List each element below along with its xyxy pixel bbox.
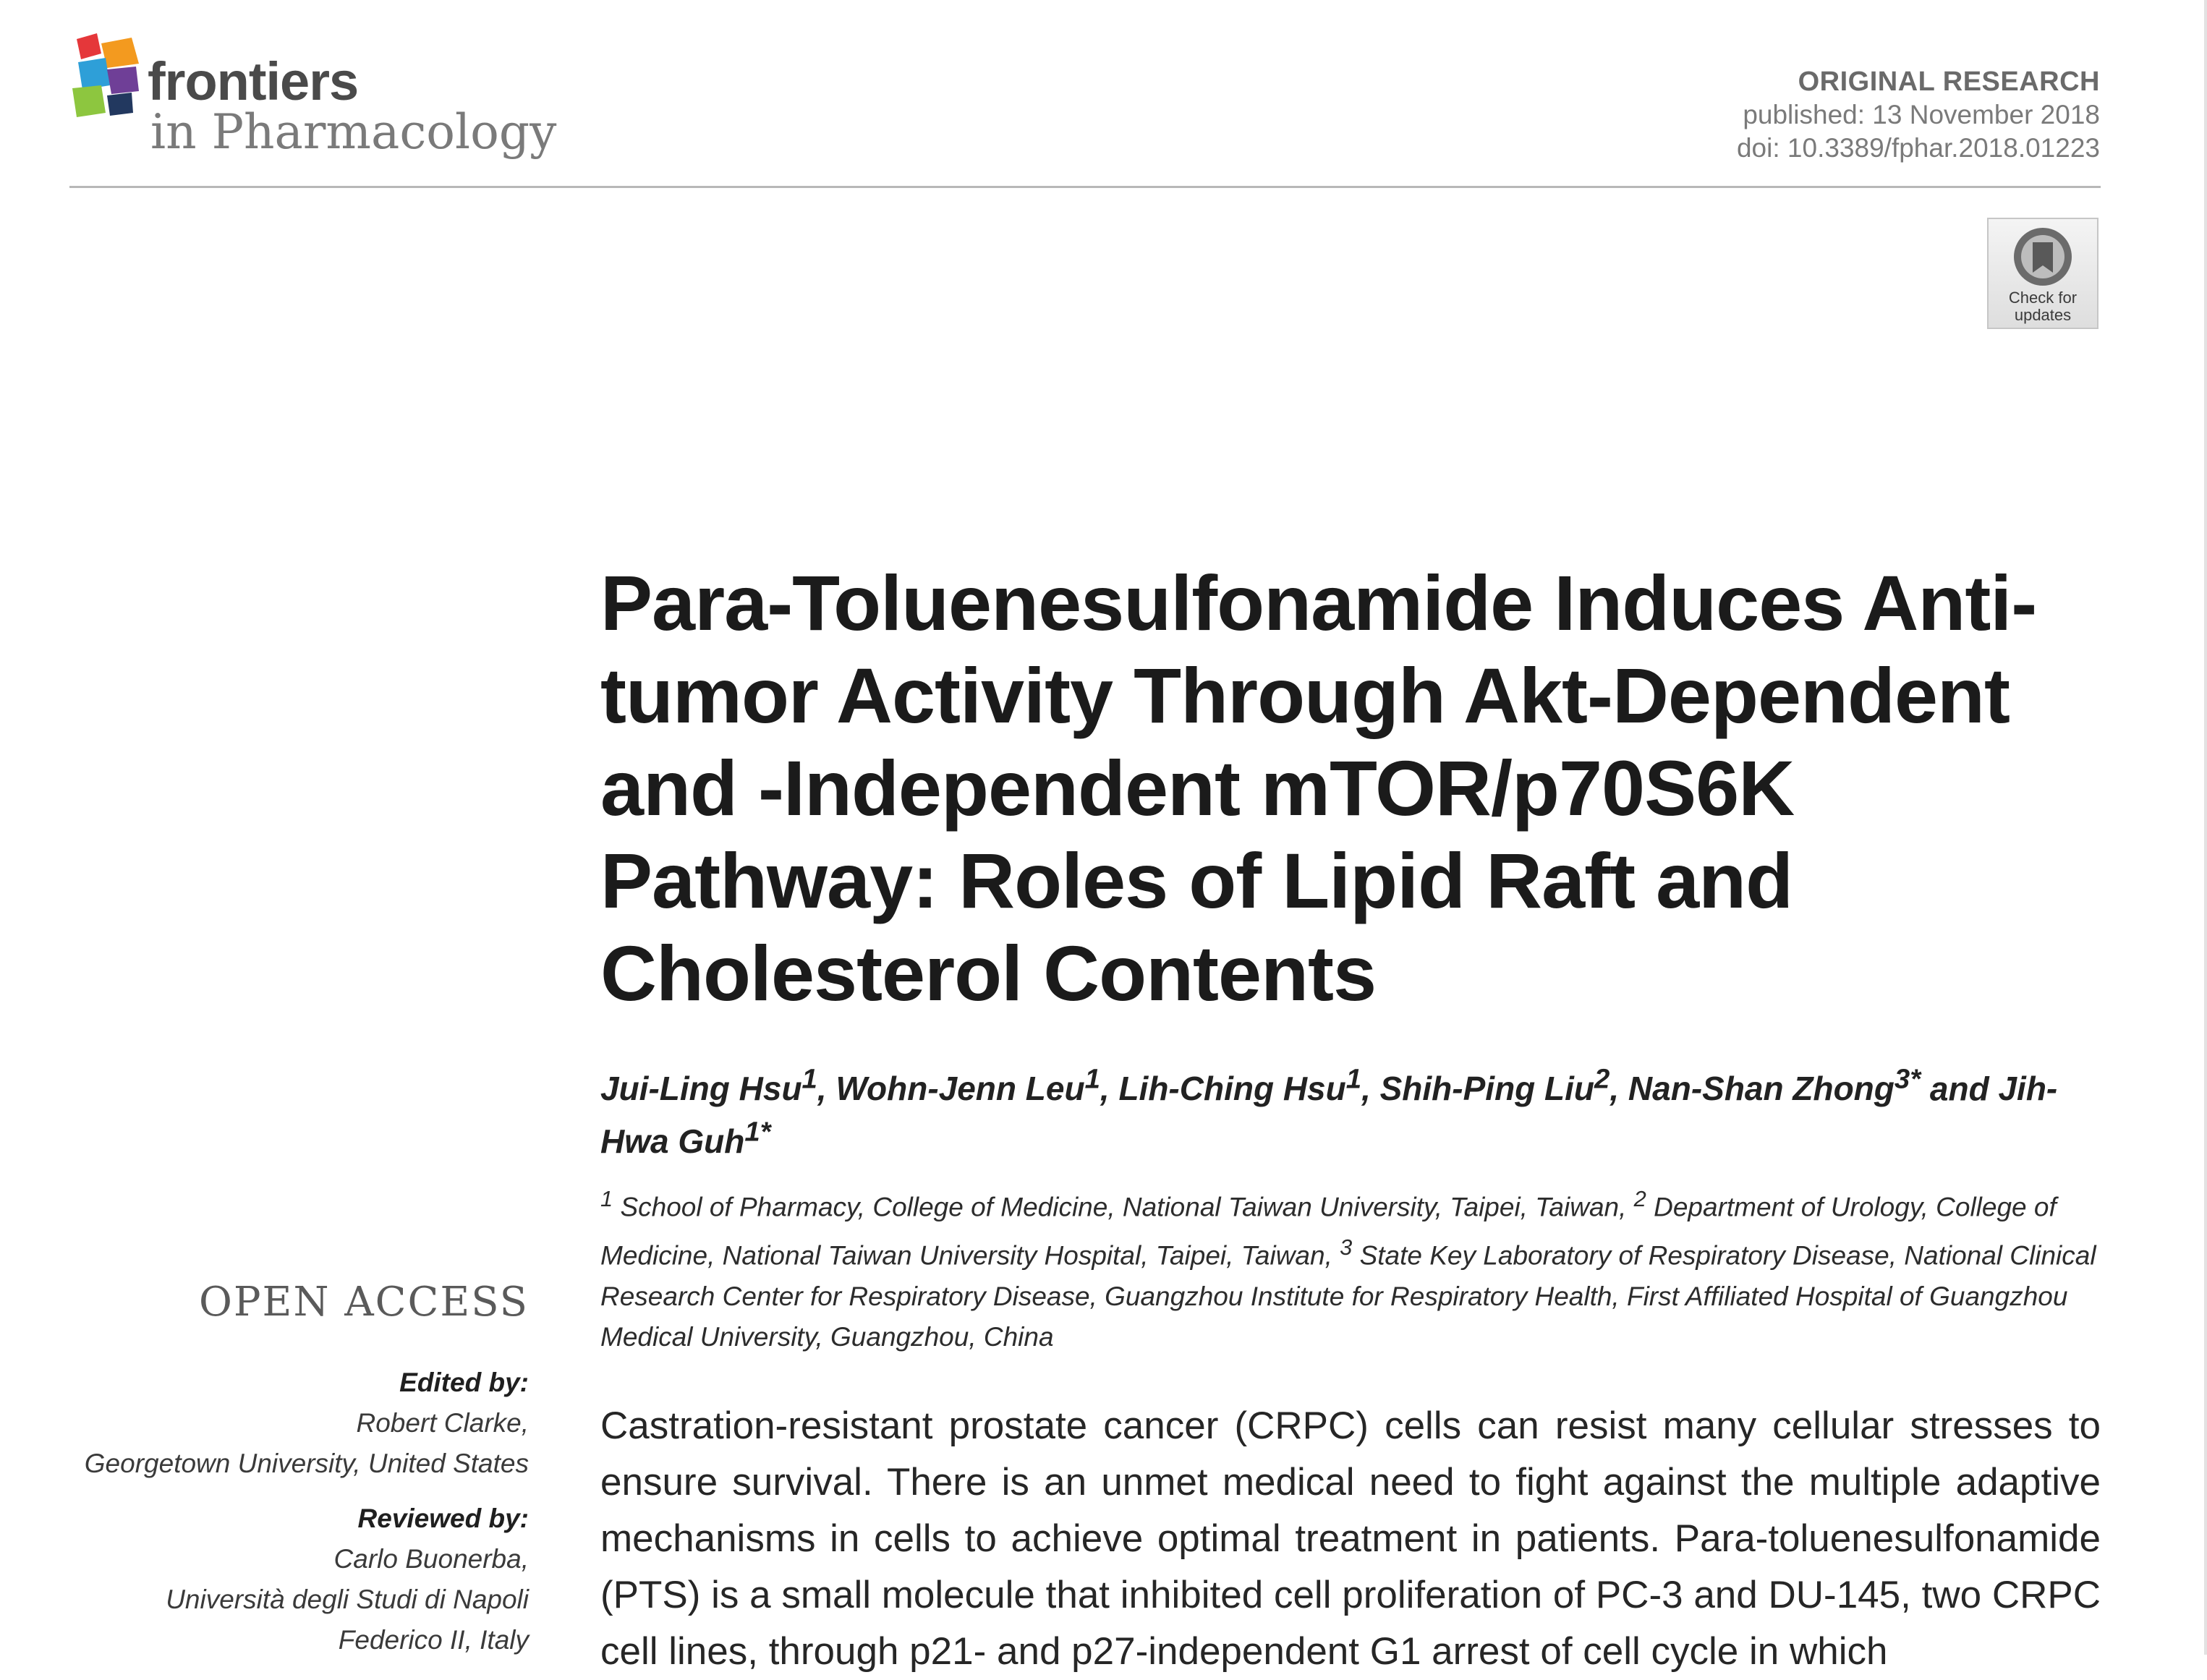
- page-edge: [2204, 0, 2207, 1655]
- author-separator: ,: [817, 1070, 836, 1108]
- article-meta: [1737, 65, 2100, 165]
- journal-logo[interactable]: [69, 29, 590, 174]
- logo-cube-navy: [107, 93, 133, 116]
- author-entry[interactable]: [1628, 1064, 1921, 1108]
- author-name: Shih-Ping Liu: [1379, 1070, 1595, 1108]
- published-date: published: 13 November 2018: [1743, 100, 2100, 129]
- author-name: Lih-Ching Hsu: [1118, 1070, 1346, 1108]
- abstract-text: Castration-resistant prostate cancer (CRPC) cells can resist many cellular stresses to ensure survival. There is an unmet medical need to fight against the multiple adaptive mechanisms in cells to achieve optimal treatment in patients. Para-toluenesulfonamide (PTS) is a small molecule that inhibited cell proliferation of PC-3 and DU-145, two CRPC cell lines, through p21- and p27-independent G1 arrest of cell cycle in which: [600, 1404, 2101, 1673]
- reviewer-name[interactable]: Carlo Buonerba,: [333, 1544, 529, 1574]
- affiliation-number: 2: [1633, 1186, 1646, 1211]
- journal-name: in Pharmacology: [150, 104, 557, 160]
- author-separator: and: [1921, 1070, 1999, 1108]
- author-name: Jui-Ling Hsu: [600, 1070, 802, 1108]
- author-entry[interactable]: [1118, 1064, 1362, 1108]
- logo-cube-orange: [101, 38, 139, 68]
- affiliation-list: [600, 1179, 2105, 1357]
- open-access-label: OPEN ACCESS: [198, 1279, 529, 1326]
- logo-cube-green: [72, 85, 106, 117]
- logo-cube-purple: [107, 67, 139, 94]
- author-affiliation-number: 2: [1594, 1064, 1610, 1095]
- author-entry[interactable]: [600, 1064, 817, 1108]
- author-list: [600, 1058, 2105, 1163]
- author-affiliation-number: 1*: [744, 1116, 771, 1148]
- logo-cube-red: [77, 33, 101, 59]
- reviewer-affiliation: Università degli Studi di Napoli: [166, 1585, 529, 1614]
- author-affiliation-number: 3*: [1894, 1064, 1921, 1095]
- article-title: Para-Toluenesulfonamide Induces Anti-tumor Activity Through Akt-Dependent and -Independent mTOR/p70S6K Pathway: Roles of Lipid Raft and Cholesterol Contents: [600, 559, 2037, 1017]
- author-name: Wohn-Jenn Leu: [835, 1070, 1085, 1108]
- frontiers-cubes-icon: [69, 32, 142, 120]
- author-name: Nan-Shan Zhong: [1628, 1070, 1895, 1108]
- doi-link[interactable]: doi: 10.3389/fphar.2018.01223: [1736, 133, 2100, 163]
- header-divider: [69, 186, 2101, 188]
- editor-name[interactable]: Robert Clarke,: [356, 1408, 529, 1438]
- author-affiliation-number: 1: [1084, 1064, 1100, 1095]
- author-separator: ,: [1361, 1070, 1380, 1108]
- author-entry[interactable]: [835, 1064, 1100, 1108]
- author-affiliation-number: 1: [1345, 1064, 1362, 1095]
- editor-affiliation: Georgetown University, United States: [84, 1449, 529, 1478]
- author-entry[interactable]: [1379, 1064, 1610, 1108]
- affiliation-text: State Key Laboratory of Respiratory Disease, National Clinical Research Center for Respiratory Disease, Guangzhou Institute for Respiratory Health, First Affiliated Hospital of Guangzhou Medical University, Guangzhou, China: [600, 1240, 2096, 1352]
- affiliation-number: 1: [600, 1186, 613, 1211]
- journal-brand: frontiers: [148, 51, 359, 111]
- reviewer-affiliation: Federico II, Italy: [338, 1625, 529, 1655]
- affiliation-number: 3: [1340, 1235, 1353, 1261]
- affiliation-text: Department of Urology, College of Medicine, National Taiwan University Hospital, Taipei, Taiwan,: [600, 1192, 2057, 1271]
- affiliation-text: School of Pharmacy, College of Medicine, National Taiwan University, Taipei, Taiwan,: [620, 1192, 1627, 1222]
- author-name: Jih-Hwa Guh: [600, 1070, 2058, 1160]
- article-type: ORIGINAL RESEARCH: [1798, 67, 2100, 97]
- check-for-updates-button[interactable]: [1987, 218, 2098, 329]
- check-for-updates-icon: [2011, 225, 2075, 289]
- logo-cube-blue: [78, 58, 110, 90]
- author-affiliation-number: 1: [801, 1064, 817, 1095]
- reviewed-by-label: Reviewed by:: [357, 1504, 529, 1533]
- author-separator: ,: [1609, 1070, 1628, 1108]
- author-separator: ,: [1100, 1070, 1119, 1108]
- check-for-updates-label-1: Check for: [2008, 289, 2078, 307]
- edited-by-section: [85, 1363, 529, 1484]
- edited-by-label: Edited by:: [399, 1368, 529, 1397]
- reviewed-by-section: [166, 1498, 529, 1660]
- check-for-updates-label-2: updates: [2014, 306, 2072, 324]
